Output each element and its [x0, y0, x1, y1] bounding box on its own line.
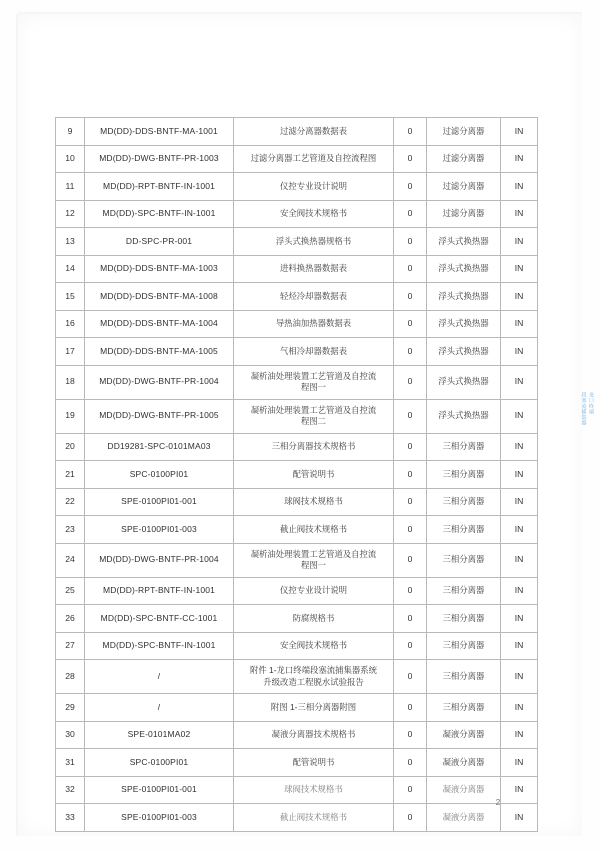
margin-annotation-line-1: 龙口终端 — [588, 392, 594, 415]
cell-document-code: SPC-0100PI01 — [85, 461, 234, 489]
cell-document-name-line-2: 程图二 — [300, 416, 327, 426]
cell-status: IN — [501, 721, 538, 749]
cell-serial-number: 29 — [56, 694, 85, 722]
cell-revision: 0 — [394, 338, 427, 366]
cell-revision: 0 — [394, 749, 427, 777]
cell-document-name: 安全阀技术规格书 — [234, 632, 394, 660]
cell-revision: 0 — [394, 173, 427, 201]
cell-status: IN — [501, 283, 538, 311]
cell-document-name-line-2: 程图一 — [300, 382, 327, 392]
cell-status: IN — [501, 399, 538, 433]
cell-document-code: MD(DD)-DWG-BNTF-PR-1004 — [85, 365, 234, 399]
cell-document-name: 防腐规格书 — [234, 605, 394, 633]
cell-document-code: SPE-0101MA02 — [85, 721, 234, 749]
cell-document-name-line-1: 凝析油处理装置工艺管道及自控流 — [250, 404, 377, 415]
cell-equipment-name: 浮头式换热器 — [427, 255, 501, 283]
cell-document-code: MD(DD)-DDS-BNTF-MA-1004 — [85, 310, 234, 338]
cell-serial-number: 22 — [56, 488, 85, 516]
cell-document-name: 气相冷却器数据表 — [234, 338, 394, 366]
cell-document-name: 球阀技术规格书 — [234, 488, 394, 516]
cell-status: IN — [501, 255, 538, 283]
cell-document-code: DD19281-SPC-0101MA03 — [85, 433, 234, 461]
table-row — [56, 255, 538, 283]
table-row — [56, 173, 538, 201]
cell-revision: 0 — [394, 660, 427, 694]
cell-revision: 0 — [394, 488, 427, 516]
cell-equipment-name: 三相分离器 — [427, 605, 501, 633]
cell-serial-number: 11 — [56, 173, 85, 201]
cell-equipment-name: 浮头式换热器 — [427, 283, 501, 311]
cell-serial-number: 33 — [56, 804, 85, 832]
cell-revision: 0 — [394, 605, 427, 633]
cell-serial-number: 27 — [56, 632, 85, 660]
document-list-table-container — [55, 117, 537, 832]
cell-document-name: 安全阀技术规格书 — [234, 200, 394, 228]
table-row — [56, 365, 538, 399]
cell-revision: 0 — [394, 694, 427, 722]
cell-serial-number: 16 — [56, 310, 85, 338]
cell-document-name: 配管说明书 — [234, 461, 394, 489]
cell-document-name: 三相分离器技术规格书 — [234, 433, 394, 461]
table-row — [56, 283, 538, 311]
cell-equipment-name: 三相分离器 — [427, 461, 501, 489]
cell-equipment-name: 过滤分离器 — [427, 145, 501, 173]
cell-equipment-name: 三相分离器 — [427, 433, 501, 461]
cell-revision: 0 — [394, 118, 427, 146]
cell-document-name-line-2: 程图一 — [300, 560, 327, 570]
cell-document-code: SPC-0100PI01 — [85, 749, 234, 777]
table-row — [56, 488, 538, 516]
cell-status: IN — [501, 365, 538, 399]
cell-equipment-name: 过滤分离器 — [427, 173, 501, 201]
cell-document-code: MD(DD)-SPC-BNTF-IN-1001 — [85, 632, 234, 660]
cell-equipment-name: 三相分离器 — [427, 632, 501, 660]
cell-document-code: MD(DD)-RPT-BNTF-IN-1001 — [85, 577, 234, 605]
cell-serial-number: 32 — [56, 776, 85, 804]
cell-revision: 0 — [394, 543, 427, 577]
cell-document-name — [234, 365, 394, 399]
scan-edge-shadow-top — [18, 12, 582, 15]
cell-status: IN — [501, 749, 538, 777]
cell-serial-number: 9 — [56, 118, 85, 146]
cell-equipment-name: 三相分离器 — [427, 543, 501, 577]
cell-document-code: DD-SPC-PR-001 — [85, 228, 234, 256]
cell-revision: 0 — [394, 228, 427, 256]
cell-document-name-line-2: 升级改造工程脱水试验报告 — [263, 676, 364, 687]
cell-status: IN — [501, 660, 538, 694]
cell-revision: 0 — [394, 516, 427, 544]
cell-document-name-line-1: 附件 1-龙口终端段塞流捕集器系统 — [249, 665, 378, 676]
table-row — [56, 694, 538, 722]
cell-document-name: 浮头式换热器规格书 — [234, 228, 394, 256]
table-row — [56, 577, 538, 605]
cell-document-name: 仪控专业设计说明 — [234, 173, 394, 201]
margin-annotation — [578, 392, 594, 426]
cell-serial-number: 15 — [56, 283, 85, 311]
cell-equipment-name: 浮头式换热器 — [427, 365, 501, 399]
cell-serial-number: 21 — [56, 461, 85, 489]
cell-revision: 0 — [394, 776, 427, 804]
cell-serial-number: 20 — [56, 433, 85, 461]
cell-document-code: MD(DD)-SPC-BNTF-IN-1001 — [85, 200, 234, 228]
cell-revision: 0 — [394, 255, 427, 283]
cell-document-code: MD(DD)-DDS-BNTF-MA-1008 — [85, 283, 234, 311]
cell-revision: 0 — [394, 461, 427, 489]
cell-document-code: MD(DD)-DDS-BNTF-MA-1003 — [85, 255, 234, 283]
table-row — [56, 145, 538, 173]
cell-document-name-line-1: 凝析油处理装置工艺管道及自控流 — [250, 370, 377, 381]
cell-document-name: 过滤分离器数据表 — [234, 118, 394, 146]
cell-revision: 0 — [394, 433, 427, 461]
cell-equipment-name: 三相分离器 — [427, 488, 501, 516]
cell-serial-number: 19 — [56, 399, 85, 433]
cell-document-code: / — [85, 694, 234, 722]
cell-serial-number: 17 — [56, 338, 85, 366]
cell-equipment-name: 凝液分离器 — [427, 776, 501, 804]
cell-serial-number: 18 — [56, 365, 85, 399]
cell-serial-number: 25 — [56, 577, 85, 605]
cell-equipment-name: 三相分离器 — [427, 694, 501, 722]
cell-document-name-line-1: 凝析油处理装置工艺管道及自控流 — [250, 548, 377, 559]
cell-equipment-name: 浮头式换热器 — [427, 310, 501, 338]
cell-serial-number: 31 — [56, 749, 85, 777]
table-row — [56, 804, 538, 832]
cell-serial-number: 30 — [56, 721, 85, 749]
cell-serial-number: 10 — [56, 145, 85, 173]
cell-status: IN — [501, 694, 538, 722]
cell-serial-number: 24 — [56, 543, 85, 577]
table-body — [56, 118, 538, 832]
table-row — [56, 338, 538, 366]
cell-document-name — [234, 543, 394, 577]
cell-revision: 0 — [394, 310, 427, 338]
cell-status: IN — [501, 776, 538, 804]
cell-revision: 0 — [394, 365, 427, 399]
cell-document-name: 过滤分离器工艺管道及自控流程图 — [234, 145, 394, 173]
cell-equipment-name: 浮头式换热器 — [427, 228, 501, 256]
table-row — [56, 200, 538, 228]
table-row — [56, 516, 538, 544]
cell-status: IN — [501, 145, 538, 173]
page-number: 2 — [495, 797, 501, 807]
table-row — [56, 632, 538, 660]
cell-status: IN — [501, 577, 538, 605]
cell-document-code: MD(DD)-DDS-BNTF-MA-1005 — [85, 338, 234, 366]
cell-equipment-name: 浮头式换热器 — [427, 338, 501, 366]
table-row — [56, 228, 538, 256]
cell-document-code: SPE-0100PI01-003 — [85, 804, 234, 832]
cell-status: IN — [501, 310, 538, 338]
cell-equipment-name: 凝液分离器 — [427, 804, 501, 832]
cell-document-code: SPE-0100PI01-003 — [85, 516, 234, 544]
cell-status: IN — [501, 228, 538, 256]
cell-equipment-name: 过滤分离器 — [427, 118, 501, 146]
cell-document-name: 凝液分离器技术规格书 — [234, 721, 394, 749]
cell-serial-number: 26 — [56, 605, 85, 633]
cell-status: IN — [501, 338, 538, 366]
cell-document-code: SPE-0100PI01-001 — [85, 488, 234, 516]
scan-edge-shadow-left — [16, 14, 19, 836]
cell-status: IN — [501, 433, 538, 461]
cell-equipment-name: 三相分离器 — [427, 660, 501, 694]
cell-status: IN — [501, 605, 538, 633]
table-row — [56, 461, 538, 489]
cell-document-code: MD(DD)-RPT-BNTF-IN-1001 — [85, 173, 234, 201]
cell-equipment-name: 三相分离器 — [427, 516, 501, 544]
cell-document-code: MD(DD)-DWG-BNTF-PR-1003 — [85, 145, 234, 173]
cell-status: IN — [501, 173, 538, 201]
cell-serial-number: 23 — [56, 516, 85, 544]
table-row — [56, 399, 538, 433]
cell-equipment-name: 凝液分离器 — [427, 721, 501, 749]
table-row — [56, 543, 538, 577]
cell-document-name: 仪控专业设计说明 — [234, 577, 394, 605]
cell-equipment-name: 三相分离器 — [427, 577, 501, 605]
cell-document-code: MD(DD)-SPC-BNTF-CC-1001 — [85, 605, 234, 633]
cell-document-name: 附图 1-三相分离器附图 — [234, 694, 394, 722]
cell-status: IN — [501, 516, 538, 544]
cell-document-name: 配管说明书 — [234, 749, 394, 777]
cell-document-name: 轻烃冷却器数据表 — [234, 283, 394, 311]
cell-status: IN — [501, 200, 538, 228]
cell-document-code: SPE-0100PI01-001 — [85, 776, 234, 804]
document-list-table — [55, 117, 538, 832]
cell-equipment-name: 浮头式换热器 — [427, 399, 501, 433]
cell-document-name: 进料换热器数据表 — [234, 255, 394, 283]
table-row — [56, 749, 538, 777]
table-row — [56, 118, 538, 146]
cell-revision: 0 — [394, 399, 427, 433]
cell-status: IN — [501, 488, 538, 516]
table-row — [56, 721, 538, 749]
cell-serial-number: 13 — [56, 228, 85, 256]
cell-status: IN — [501, 543, 538, 577]
cell-document-code: / — [85, 660, 234, 694]
table-row — [56, 310, 538, 338]
cell-serial-number: 14 — [56, 255, 85, 283]
cell-document-name: 球阀技术规格书 — [234, 776, 394, 804]
cell-status: IN — [501, 118, 538, 146]
cell-equipment-name: 过滤分离器 — [427, 200, 501, 228]
cell-revision: 0 — [394, 721, 427, 749]
cell-revision: 0 — [394, 577, 427, 605]
table-row — [56, 433, 538, 461]
cell-document-name — [234, 399, 394, 433]
cell-status: IN — [501, 804, 538, 832]
cell-status: IN — [501, 632, 538, 660]
cell-document-code: MD(DD)-DWG-BNTF-PR-1005 — [85, 399, 234, 433]
cell-serial-number: 28 — [56, 660, 85, 694]
cell-document-code: MD(DD)-DDS-BNTF-MA-1001 — [85, 118, 234, 146]
cell-document-name: 截止阀技术规格书 — [234, 804, 394, 832]
cell-serial-number: 12 — [56, 200, 85, 228]
cell-equipment-name: 凝液分离器 — [427, 749, 501, 777]
cell-revision: 0 — [394, 804, 427, 832]
cell-status: IN — [501, 461, 538, 489]
cell-revision: 0 — [394, 283, 427, 311]
cell-document-name — [234, 660, 394, 694]
cell-revision: 0 — [394, 145, 427, 173]
cell-revision: 0 — [394, 632, 427, 660]
table-row — [56, 776, 538, 804]
cell-document-name: 截止阀技术规格书 — [234, 516, 394, 544]
cell-document-code: MD(DD)-DWG-BNTF-PR-1004 — [85, 543, 234, 577]
table-row — [56, 605, 538, 633]
table-row — [56, 660, 538, 694]
margin-annotation-line-2: 段塞流捕集器 — [580, 392, 587, 426]
cell-revision: 0 — [394, 200, 427, 228]
cell-document-name: 导热油加热器数据表 — [234, 310, 394, 338]
